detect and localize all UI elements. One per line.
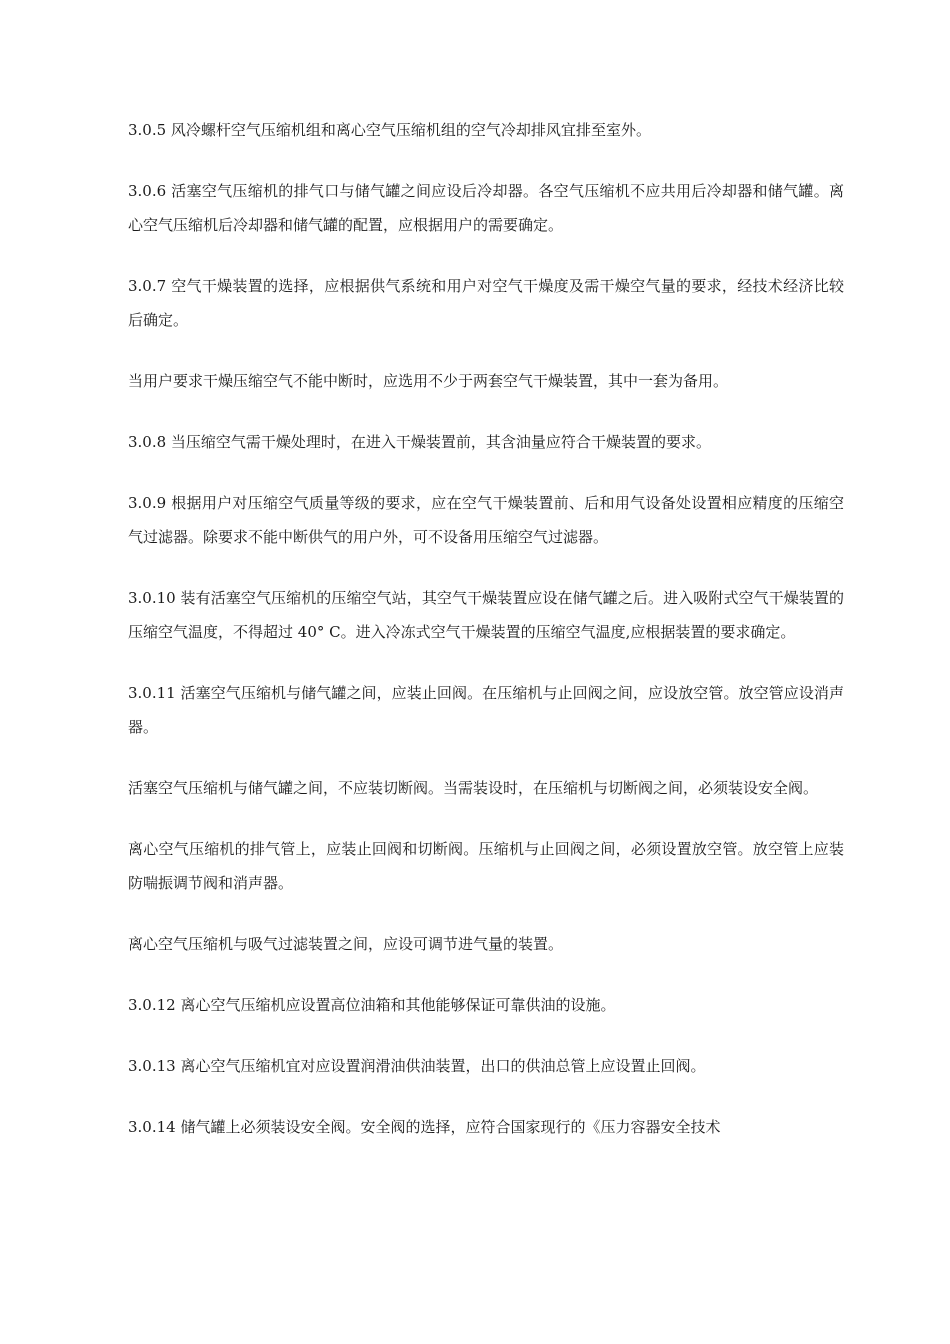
clause-3-0-11-note-3: 离心空气压缩机与吸气过滤装置之间，应设可调节进气量的装置。 bbox=[128, 935, 564, 953]
clause-3-0-8: 3.0.8 当压缩空气需干燥处理时，在进入干燥装置前，其含油量应符合干燥装置的要求。 bbox=[128, 433, 711, 451]
clause-3-0-11-note-2: 离心空气压缩机的排气管上，应装止回阀和切断阀。压缩机与止回阀之间，必须设置放空管。放空管上应装防喘振调节阀和消声器。 bbox=[128, 840, 844, 892]
clause-3-0-5: 3.0.5 风冷螺杆空气压缩机组和离心空气压缩机组的空气冷却排风宜排至室外。 bbox=[128, 121, 651, 139]
clause-3-0-9: 3.0.9 根据用户对压缩空气质量等级的要求，应在空气干燥装置前、后和用气设备处设置相应精度的压缩空气过滤器。除要求不能中断供气的用户外，可不设备用压缩空气过滤器。 bbox=[128, 494, 844, 546]
clause-3-0-13: 3.0.13 离心空气压缩机宜对应设置润滑油供油装置，出口的供油总管上应设置止回阀。 bbox=[128, 1057, 706, 1075]
clause-3-0-7: 3.0.7 空气干燥装置的选择，应根据供气系统和用户对空气干燥度及需干燥空气量的要求，经技术经济比较后确定。 bbox=[128, 277, 844, 329]
clause-3-0-14: 3.0.14 储气罐上必须装设安全阀。安全阀的选择，应符合国家现行的《压力容器安全技术 bbox=[128, 1118, 721, 1136]
clause-3-0-11-note-1: 活塞空气压缩机与储气罐之间，不应装切断阀。当需装设时，在压缩机与切断阀之间，必须装设安全阀。 bbox=[128, 779, 819, 797]
clause-3-0-11: 3.0.11 活塞空气压缩机与储气罐之间，应装止回阀。在压缩机与止回阀之间，应设放空管。放空管应设消声器。 bbox=[128, 684, 844, 736]
clause-3-0-6: 3.0.6 活塞空气压缩机的排气口与储气罐之间应设后冷却器。各空气压缩机不应共用后冷却器和储气罐。离心空气压缩机后冷却器和储气罐的配置，应根据用户的需要确定。 bbox=[128, 182, 844, 234]
clause-3-0-7-note: 当用户要求干燥压缩空气不能中断时，应选用不少于两套空气干燥装置，其中一套为备用。 bbox=[128, 372, 729, 390]
clause-3-0-10: 3.0.10 装有活塞空气压缩机的压缩空气站，其空气干燥装置应设在储气罐之后。进入吸附式空气干燥装置的压缩空气温度，不得超过 40° C。进入冷冻式空气干燥装置的压缩空气温度,应根据装置的要求确定。 bbox=[128, 589, 844, 641]
clause-3-0-12: 3.0.12 离心空气压缩机应设置高位油箱和其他能够保证可靠供油的设施。 bbox=[128, 996, 616, 1014]
document-body bbox=[128, 113, 844, 1144]
